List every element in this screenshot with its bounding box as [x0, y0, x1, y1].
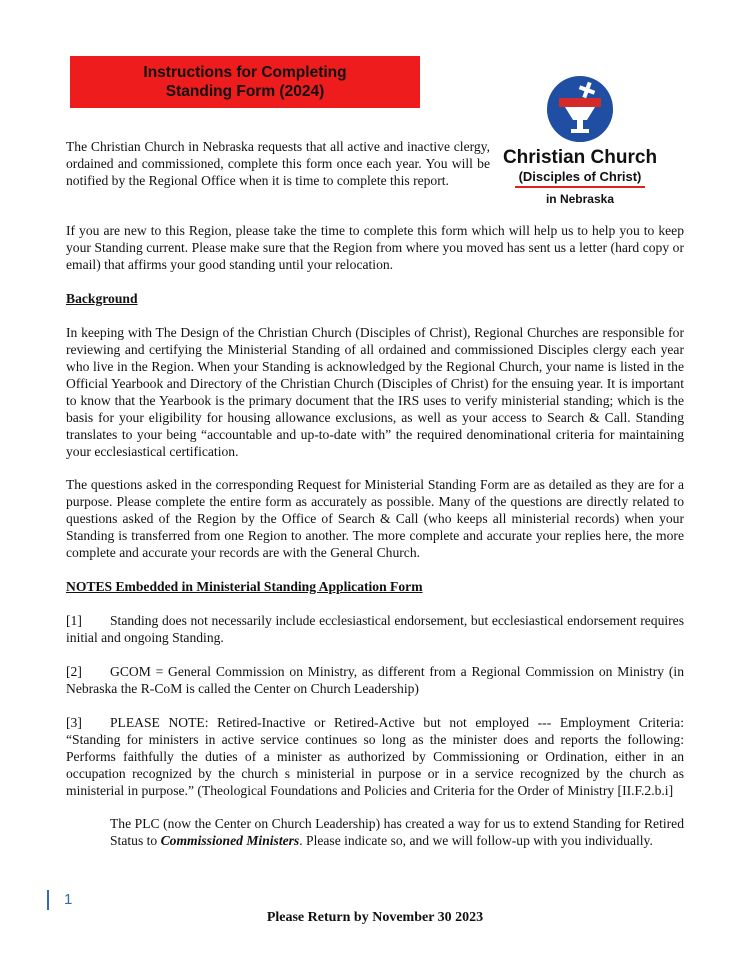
plc-paragraph: [110, 815, 684, 849]
background-paragraph-2: The questions asked in the corresponding Request for Ministerial Standing Form are as detailed as they are for a purpose. Please complete the entire form as accurately as possible. Many of the questions are directly related to questions asked of the Region by the Office of Search & Call (who keeps all ministerial records) when your Standing is transferred from one Region to another. The more complete and accurate your replies here, the more complete and accurate your records are with the General Church.: [66, 477, 684, 560]
title-line-2: Standing Form (2024): [165, 83, 325, 100]
background-heading: Background: [66, 291, 138, 306]
note-item-3: [66, 714, 684, 799]
document-title-box: [70, 56, 420, 108]
chalice-cross-icon: [545, 74, 615, 144]
title-line-1: Instructions for Completing: [143, 64, 347, 81]
return-deadline-footer: Please Return by November 30 2023: [266, 910, 484, 925]
logo-denomination: (Disciples of Christ): [515, 169, 646, 188]
note-text: Standing does not necessarily include ecclesiastical endorsement, but ecclesiastical endorsement requires initial and ongoing Standing.: [66, 613, 684, 645]
note-number: [2]: [66, 664, 82, 679]
notes-heading: NOTES Embedded in Ministerial Standing Application Form: [66, 579, 423, 594]
note-text: PLEASE NOTE: Retired-Inactive or Retired-Active but not employed --- Employment Criteria: “Standing for ministers in active service continues so long as the minister does and reports the following: Performs faithfully the duties of a minister as authorized by Commissioning or Ordination, either in an occupation recognized by the church s ministerial in purpose or in a service recognized by the church as ministerial in purpose.” (Theological Foundations and Policies and Criteria for the Order of Ministry [II.F.2.b.i]: [66, 715, 684, 798]
note-number: [3]: [66, 715, 82, 730]
logo-name: Christian Church: [502, 147, 658, 168]
logo-region: in Nebraska: [545, 192, 615, 206]
new-to-region-paragraph: If you are new to this Region, please take the time to complete this form which will help us to help you to keep your Standing current. Please make sure that the Region from where you moved has sent us a letter (hard copy or email) that affirms your good standing until your relocation.: [66, 223, 684, 272]
page-number-bar: [47, 890, 49, 910]
church-logo: [500, 74, 660, 204]
plc-text-before: The PLC (now the Center on Church Leadership) has created a way for us to extend Standing for Retired Status to: [110, 816, 684, 848]
note-text: GCOM = General Commission on Ministry, as different from a Regional Commission on Ministry (in Nebraska the R-CoM is called the Center on Church Leadership): [66, 664, 684, 696]
note-item-2: [66, 663, 684, 697]
note-item-1: [66, 612, 684, 646]
plc-text-after: . Please indicate so, and we will follow-up with you individually.: [299, 833, 653, 848]
page-number: 1: [64, 891, 73, 908]
background-paragraph-1: In keeping with The Design of the Christian Church (Disciples of Christ), Regional Churches are responsible for reviewing and certifying the Ministerial Standing of all ordained and commissioned Disciples clergy each year who live in the Region. When your Standing is acknowledged by the Regional Church, your name is listed in the Official Yearbook and Directory of the Christian Church (Disciples of Christ) for the ensuing year. It is important to know that the Yearbook is the primary document that the IRS uses to verify ministerial standing; which is the basis for your eligibility for housing allowance exclusions, as well as your access to Search & Call. Standing translates to your being “accountable and up-to-date with” the required denominational criteria for maintaining your ecclesiastical certification.: [66, 325, 684, 459]
plc-emphasis: Commissioned Ministers: [160, 833, 300, 848]
intro-paragraph: The Christian Church in Nebraska requests that all active and inactive clergy, ordained and commissioned, complete this form once each year. You will be notified by the Regional Office when it is time to complete this report.: [66, 139, 490, 188]
note-number: [1]: [66, 613, 82, 628]
